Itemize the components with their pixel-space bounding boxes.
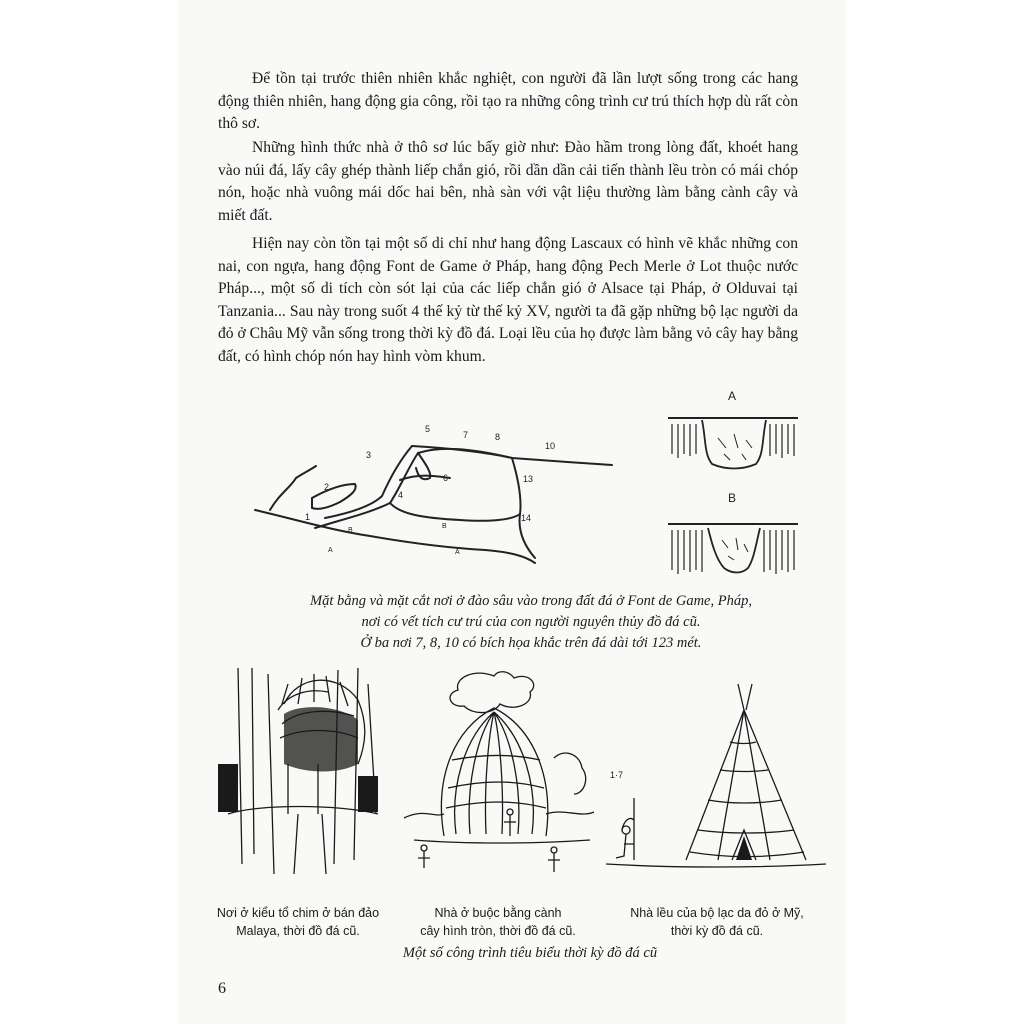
paragraph-1: Để tồn tại trước thiên nhiên khắc nghiệt, con người đã lần lượt sống trong các hang động thiên nhiên, hang động gia công, rồi tạo ra những công trình cư trú thích hợp dù rất còn thô sơ. bbox=[218, 70, 798, 132]
teepee-figure-mark: 1·7 bbox=[610, 770, 624, 780]
plan-label-3: 3 bbox=[366, 450, 372, 460]
cave-caption-line-2: nơi có vết tích cư trú của con người nguyên thủy đồ đá cũ. bbox=[361, 614, 701, 630]
round-hut-illustration bbox=[404, 668, 594, 884]
plan-label-4: 4 bbox=[398, 490, 404, 500]
cave-section-figure bbox=[664, 384, 804, 579]
plan-label-2: 2 bbox=[324, 482, 330, 492]
page-number: 6 bbox=[218, 980, 226, 997]
cave-caption-line-1: Mặt bằng và mặt cắt nơi ở đào sâu vào trong đất đá ở Font de Game, Pháp, bbox=[310, 593, 752, 609]
hut-caption-line-2: cây hình tròn, thời đồ đá cũ. bbox=[420, 924, 576, 938]
plan-label-10: 10 bbox=[545, 441, 556, 451]
section-label-a: A bbox=[728, 389, 737, 403]
plan-label-5: 5 bbox=[425, 424, 431, 434]
cave-plan-outline bbox=[255, 446, 612, 563]
plan-label-14: 14 bbox=[521, 513, 532, 523]
nest-dwelling-shading bbox=[218, 707, 378, 812]
cave-caption-line-3: Ở ba nơi 7, 8, 10 có bích họa khắc trên đá dài tới 123 mét. bbox=[360, 635, 702, 651]
nest-caption-line-1: Nơi ở kiểu tổ chim ở bán đảo bbox=[216, 906, 380, 920]
plan-label-8: 8 bbox=[495, 432, 501, 442]
plan-label-b-right: B bbox=[442, 523, 447, 530]
plan-label-7: 7 bbox=[463, 430, 469, 440]
group-caption: Một số công trình tiêu biểu thời kỳ đồ đá cũ bbox=[402, 945, 658, 961]
cave-plan-figure bbox=[250, 418, 630, 568]
plan-label-1: 1 bbox=[305, 512, 311, 522]
teepee-caption-line-1: Nhà lều của bộ lạc da đỏ ở Mỹ, bbox=[630, 906, 804, 920]
paragraph-3: Hiện nay còn tồn tại một số di chỉ như hang động Lascaux có hình vẽ khắc những con nai, con ngựa, hang động Font de Game ở Pháp, hang động Pech Merle ở Lot thuộc nước Pháp..., một số di tích còn sót lại của các liếp chắn gió ở Alsace tại Pháp, ở Olduvai tại Tanzania... Sau này trong suốt 4 thế kỷ từ thế kỷ XV, người ta đã gặp những bộ lạc người da đỏ ở Châu Mỹ vẫn sống trong thời kỳ đồ đá. Loại lều của họ được làm bằng vỏ cây hay bằng đất, có hình chóp nón hay hình vòm khum. bbox=[218, 235, 798, 365]
paragraph-2: Những hình thức nhà ở thô sơ lúc bấy giờ như: Đào hầm trong lòng đất, khoét hang vào núi đá, lấy cây ghép thành liếp chắn gió, rồi dần dần cải tiến thành lều tròn có mái chóp nón, hoặc nhà vuông mái dốc hai bên, nhà sàn với vật liệu thường làm bằng cành cây và miết đất. bbox=[218, 139, 798, 224]
nest-dwelling-illustration bbox=[218, 664, 382, 884]
teepee-caption-line-2: thời kỳ đồ đá cũ. bbox=[670, 924, 764, 938]
teepee-door bbox=[736, 836, 752, 860]
plan-label-a-right: A bbox=[455, 549, 460, 556]
section-a-drawing bbox=[668, 418, 798, 469]
hut-caption-line-1: Nhà ở buộc bằng cành bbox=[434, 906, 562, 920]
section-b-drawing bbox=[668, 524, 798, 574]
plan-label-13: 13 bbox=[523, 474, 534, 484]
teepee-illustration bbox=[606, 680, 826, 880]
plan-label-a-left: A bbox=[328, 547, 333, 554]
plan-label-6: 6 bbox=[443, 473, 449, 483]
section-label-b: B bbox=[728, 491, 737, 505]
nest-caption-line-2: Malaya, thời đồ đá cũ. bbox=[236, 924, 360, 938]
plan-label-b-left: B bbox=[348, 527, 353, 534]
